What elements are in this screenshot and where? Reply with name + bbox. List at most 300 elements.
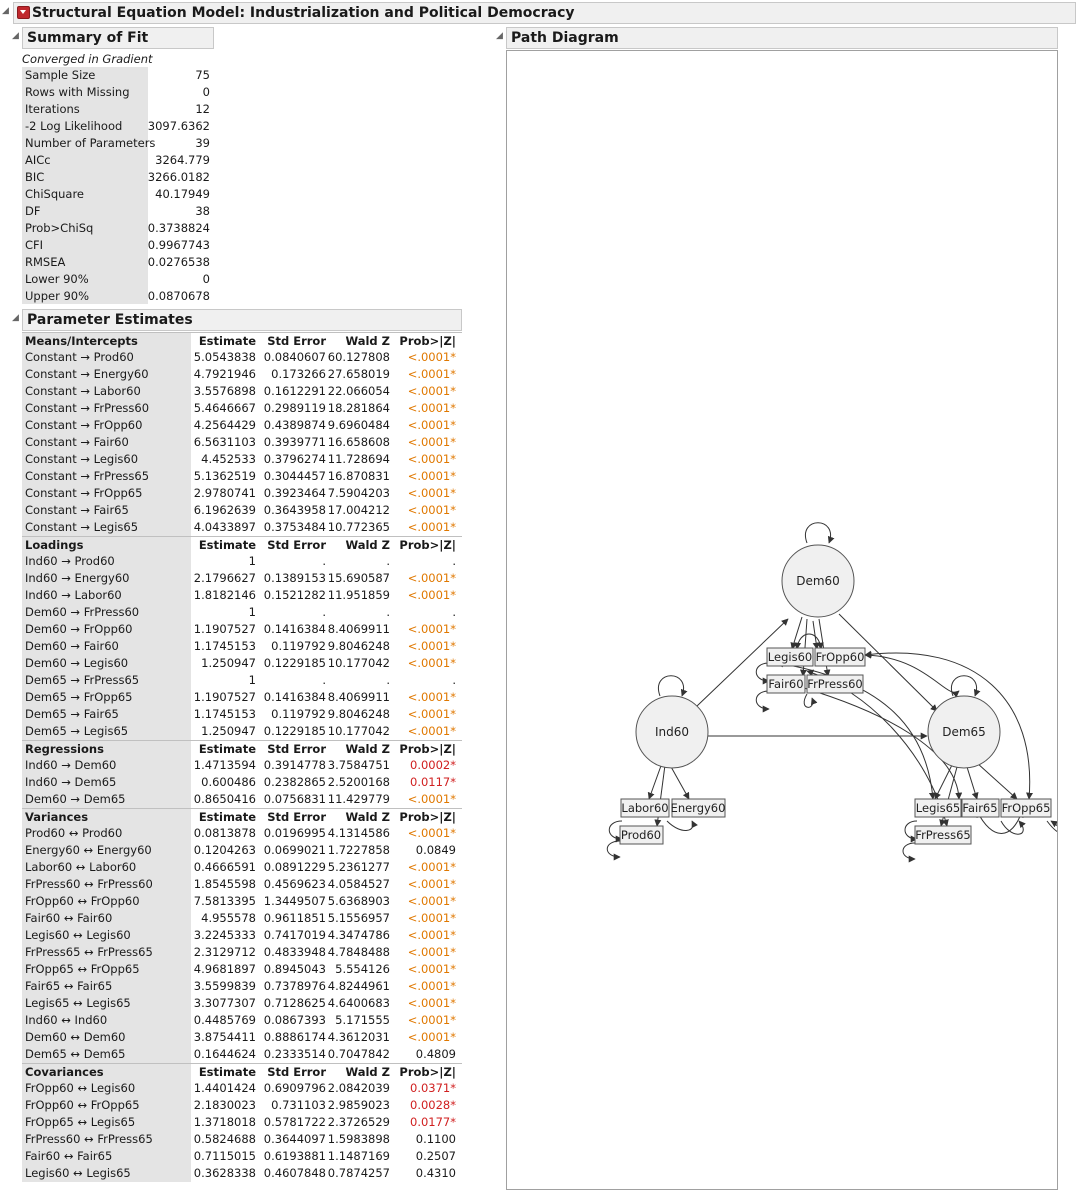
- estimate-cell: 16.658608: [327, 435, 390, 449]
- estimate-cell: 0.1229185: [263, 724, 326, 738]
- parameter-name: FrOpp60 ↔ FrOpp60: [25, 894, 140, 908]
- estimate-cell: <.0001*: [407, 571, 456, 585]
- column-header[interactable]: Estimate: [198, 1065, 256, 1079]
- column-header[interactable]: Std Error: [267, 810, 326, 824]
- estimate-cell: 0.0196995: [263, 826, 326, 840]
- fit-value: 3097.6362: [147, 119, 210, 133]
- fit-label: Upper 90%: [25, 289, 90, 303]
- estimate-cell: <.0001*: [407, 1013, 456, 1027]
- estimate-cell: 5.6368903: [327, 894, 390, 908]
- parameter-name: Dem65 → FrOpp65: [25, 690, 133, 704]
- estimate-row: [22, 1114, 462, 1131]
- estimate-cell: 9.8046248: [327, 707, 390, 721]
- estimate-cell: 0.7047842: [327, 1047, 390, 1061]
- estimate-cell: 10.772365: [327, 520, 390, 534]
- estimate-cell: 7.5813395: [193, 894, 256, 908]
- estimate-row: [22, 1165, 462, 1182]
- collapse-triangle-icon[interactable]: ◢: [2, 6, 9, 16]
- estimate-cell: 0.0813878: [193, 826, 256, 840]
- estimate-cell: <.0001*: [407, 877, 456, 891]
- fit-label: Prob>ChiSq: [25, 221, 94, 235]
- fit-row: [22, 203, 212, 220]
- fit-label: AICc: [25, 153, 51, 167]
- manifest-node-frpress65[interactable]: [915, 826, 971, 844]
- manifest-node-labor60[interactable]: [621, 799, 669, 817]
- parameter-name: Fair60 ↔ Fair65: [25, 1149, 113, 1163]
- parameter-name: FrOpp60 ↔ FrOpp65: [25, 1098, 140, 1112]
- estimate-cell: 1.1745153: [193, 639, 256, 653]
- fit-value: 0.9967743: [147, 238, 210, 252]
- estimate-cell: 0.6909796: [263, 1081, 326, 1095]
- parameter-name: FrPress65 ↔ FrPress65: [25, 945, 153, 959]
- estimate-cell: <.0001*: [407, 622, 456, 636]
- estimate-cell: 8.4069911: [327, 690, 390, 704]
- fit-row: [22, 101, 212, 118]
- estimate-cell: 0.0756831: [263, 792, 326, 806]
- estimate-cell: 0.4389874: [263, 418, 326, 432]
- estimate-cell: 2.0842039: [327, 1081, 390, 1095]
- parameter-name: Constant → FrPress60: [25, 401, 150, 415]
- section-name: Means/Intercepts: [25, 334, 138, 348]
- estimate-cell: 0.7417019: [263, 928, 326, 942]
- estimate-cell: 1.8182146: [193, 588, 256, 602]
- estimate-cell: 0.0699021: [263, 843, 326, 857]
- path-diagram-svg: [507, 51, 1057, 1189]
- estimate-cell: 2.1796627: [193, 571, 256, 585]
- estimate-cell: 5.1362519: [193, 469, 256, 483]
- parameter-name: FrOpp65 ↔ Legis65: [25, 1115, 136, 1129]
- estimate-cell: 0.119792: [271, 639, 326, 653]
- column-header[interactable]: Wald Z: [345, 1065, 390, 1079]
- estimate-row: [22, 944, 462, 961]
- estimate-cell: 6.5631103: [193, 435, 256, 449]
- fit-row: [22, 186, 212, 203]
- report-title: Structural Equation Model: Industrialization and Political Democracy: [32, 5, 575, 21]
- fit-value: 3264.779: [155, 153, 210, 167]
- manifest-node-prod60[interactable]: [620, 826, 663, 844]
- parameter-name: Ind60 ↔ Ind60: [25, 1013, 108, 1027]
- estimate-cell: 0.8945043: [263, 962, 326, 976]
- latent-label: Dem60: [796, 574, 840, 588]
- estimate-cell: 0.1389153: [263, 571, 326, 585]
- fit-row: [22, 152, 212, 169]
- column-header[interactable]: Estimate: [198, 810, 256, 824]
- latent-label: Ind60: [654, 725, 690, 739]
- estimate-cell: 9.8046248: [327, 639, 390, 653]
- estimate-row: [22, 621, 462, 638]
- estimate-cell: <.0001*: [407, 724, 456, 738]
- latent-node-dem60[interactable]: [782, 545, 854, 617]
- summary-of-fit-header[interactable]: [22, 27, 214, 49]
- fit-value: 39: [195, 136, 210, 150]
- estimate-cell: 0.600486: [201, 775, 256, 789]
- estimate-cell: 2.9859023: [327, 1098, 390, 1112]
- estimate-cell: 0.731103: [271, 1098, 326, 1112]
- estimate-cell: 4.7921946: [193, 367, 256, 381]
- convergence-status: Converged in Gradient: [22, 52, 153, 66]
- svg-text:Fair65: Fair65: [962, 801, 998, 815]
- estimate-row: [22, 434, 462, 451]
- estimate-cell: 5.554126: [335, 962, 390, 976]
- parameter-name: FrPress60 ↔ FrPress60: [25, 877, 153, 891]
- column-header[interactable]: Prob>|Z|: [399, 538, 456, 552]
- parameter-name: Fair65 ↔ Fair65: [25, 979, 113, 993]
- estimate-cell: <.0001*: [407, 350, 456, 364]
- estimate-cell: 0.7378976: [263, 979, 326, 993]
- estimate-row: [22, 791, 462, 808]
- estimate-cell: 11.429779: [327, 792, 390, 806]
- estimate-row: [22, 672, 462, 689]
- parameter-name: Constant → FrPress65: [25, 469, 150, 483]
- estimate-cell: 0.7128625: [263, 996, 326, 1010]
- estimate-cell: 60.127808: [327, 350, 390, 364]
- estimate-cell: 5.1556957: [327, 911, 390, 925]
- estimate-cell: 0.1521282: [263, 588, 326, 602]
- fit-value: 12: [195, 102, 210, 116]
- fit-row: [22, 135, 212, 152]
- parameter-name: Labor60 ↔ Labor60: [25, 860, 137, 874]
- estimate-row: [22, 1148, 462, 1165]
- estimate-cell: 3.8754411: [193, 1030, 256, 1044]
- parameter-name: Constant → Energy60: [25, 367, 149, 381]
- manifest-node-legis60[interactable]: [767, 648, 813, 666]
- estimate-cell: <.0001*: [407, 435, 456, 449]
- estimate-cell: 4.3474786: [327, 928, 390, 942]
- manifest-node-frpress60[interactable]: [807, 675, 863, 693]
- estimate-row: [22, 995, 462, 1012]
- estimate-cell: 16.870831: [327, 469, 390, 483]
- estimate-cell: 0.119792: [271, 707, 326, 721]
- latent-node-dem65[interactable]: [928, 696, 1000, 768]
- estimate-cell: 0.3753484: [263, 520, 326, 534]
- estimate-row: [22, 519, 462, 536]
- estimate-row: [22, 910, 462, 927]
- column-header[interactable]: Wald Z: [345, 538, 390, 552]
- estimate-cell: 1.250947: [201, 724, 256, 738]
- parameter-name: Dem65 ↔ Dem65: [25, 1047, 126, 1061]
- path-diagram-header[interactable]: [506, 27, 1058, 49]
- manifest-node-fropp65[interactable]: [1001, 799, 1051, 817]
- estimate-cell: 11.728694: [327, 452, 390, 466]
- fit-label: BIC: [25, 170, 45, 184]
- estimate-cell: 1: [248, 554, 256, 568]
- estimate-cell: 1.1745153: [193, 707, 256, 721]
- estimate-cell: .: [322, 605, 326, 619]
- estimate-cell: <.0001*: [407, 707, 456, 721]
- estimate-cell: 0.4310: [415, 1166, 456, 1180]
- column-header[interactable]: Wald Z: [345, 742, 390, 756]
- estimate-cell: 0.8650416: [193, 792, 256, 806]
- estimate-row: [22, 1012, 462, 1029]
- fit-row: [22, 254, 212, 271]
- estimate-cell: .: [386, 605, 390, 619]
- manifest-node-fair65[interactable]: [962, 799, 999, 817]
- estimate-cell: 0.7115015: [193, 1149, 256, 1163]
- estimate-cell: 3.2245333: [193, 928, 256, 942]
- parameter-name: Constant → Labor60: [25, 384, 141, 398]
- column-header[interactable]: Estimate: [198, 538, 256, 552]
- estimate-cell: 0.7874257: [327, 1166, 390, 1180]
- estimate-row: [22, 570, 462, 587]
- parameter-name: Constant → Fair60: [25, 435, 129, 449]
- estimate-cell: 0.3643958: [263, 503, 326, 517]
- section-name: Covariances: [25, 1065, 104, 1079]
- column-header[interactable]: Std Error: [267, 538, 326, 552]
- column-header[interactable]: Prob>|Z|: [399, 810, 456, 824]
- estimate-row: [22, 927, 462, 944]
- svg-text:Fair60: Fair60: [768, 677, 804, 691]
- parameter-name: Dem65 → Legis65: [25, 724, 129, 738]
- fit-label: -2 Log Likelihood: [25, 119, 123, 133]
- estimate-cell: 0.3628338: [193, 1166, 256, 1180]
- estimate-row: [22, 1029, 462, 1046]
- estimate-row: [22, 706, 462, 723]
- estimate-cell: 5.4646667: [193, 401, 256, 415]
- parameter-name: Ind60 → Dem65: [25, 775, 117, 789]
- estimate-cell: 1.250947: [201, 656, 256, 670]
- column-header[interactable]: Std Error: [267, 1065, 326, 1079]
- estimate-cell: 0.0891229: [263, 860, 326, 874]
- column-header[interactable]: Prob>|Z|: [399, 334, 456, 348]
- parameter-name: Dem60 → Dem65: [25, 792, 126, 806]
- manifest-node-fair60[interactable]: [767, 675, 805, 693]
- estimate-cell: <.0001*: [407, 452, 456, 466]
- parameter-name: Ind60 → Prod60: [25, 554, 115, 568]
- estimate-cell: 0.3914778: [263, 758, 326, 772]
- svg-text:Legis65: Legis65: [915, 801, 961, 815]
- estimate-cell: 15.690587: [327, 571, 390, 585]
- parameter-name: Fair60 ↔ Fair60: [25, 911, 113, 925]
- parameter-name: Dem60 ↔ Dem60: [25, 1030, 126, 1044]
- estimate-cell: 3.5576898: [193, 384, 256, 398]
- fit-label: Number of Parameters: [25, 136, 156, 150]
- parameter-name: Constant → FrOpp65: [25, 486, 143, 500]
- estimate-row: [22, 638, 462, 655]
- estimate-cell: 0.1229185: [263, 656, 326, 670]
- estimate-cell: 4.1314586: [327, 826, 390, 840]
- estimate-cell: 0.1416384: [263, 622, 326, 636]
- section-name: Variances: [25, 810, 89, 824]
- column-header[interactable]: Wald Z: [345, 810, 390, 824]
- section-name: Loadings: [25, 538, 84, 552]
- svg-text:Labor60: Labor60: [621, 801, 669, 815]
- estimate-cell: 6.1962639: [193, 503, 256, 517]
- parameter-estimates-header[interactable]: [22, 309, 462, 331]
- estimate-cell: 0.173266: [271, 367, 326, 381]
- parameter-name: Constant → Prod60: [25, 350, 134, 364]
- fit-value: 0.3738824: [147, 221, 210, 235]
- estimate-cell: 0.1204263: [193, 843, 256, 857]
- estimate-row: [22, 1080, 462, 1097]
- manifest-node-legis65[interactable]: [915, 799, 961, 817]
- svg-text:Legis60: Legis60: [767, 650, 813, 664]
- estimate-cell: 0.9611851: [263, 911, 326, 925]
- column-header[interactable]: Wald Z: [345, 334, 390, 348]
- column-header[interactable]: Estimate: [198, 334, 256, 348]
- parameter-name: FrPress60 ↔ FrPress65: [25, 1132, 153, 1146]
- estimate-cell: 4.9681897: [193, 962, 256, 976]
- estimate-cell: 1.1487169: [327, 1149, 390, 1163]
- fit-label: CFI: [25, 238, 44, 252]
- fit-label: DF: [25, 204, 41, 218]
- estimate-cell: 0.4666591: [193, 860, 256, 874]
- fit-label: Sample Size: [25, 68, 96, 82]
- estimate-cell: .: [322, 673, 326, 687]
- estimate-cell: 0.5781722: [263, 1115, 326, 1129]
- estimate-row: [22, 757, 462, 774]
- column-header[interactable]: Std Error: [267, 742, 326, 756]
- estimate-cell: <.0001*: [407, 690, 456, 704]
- column-header[interactable]: Prob>|Z|: [399, 1065, 456, 1079]
- fit-label: Lower 90%: [25, 272, 89, 286]
- estimate-row: [22, 825, 462, 842]
- estimate-cell: 1: [248, 673, 256, 687]
- estimate-cell: 1.3449507: [263, 894, 326, 908]
- estimate-row: [22, 587, 462, 604]
- estimate-cell: <.0001*: [407, 486, 456, 500]
- column-header[interactable]: Std Error: [267, 334, 326, 348]
- estimate-cell: 0.8886174: [263, 1030, 326, 1044]
- svg-text:FrOpp65: FrOpp65: [1001, 801, 1051, 815]
- estimate-cell: 3.5599839: [193, 979, 256, 993]
- collapse-triangle-icon[interactable]: ◢: [12, 31, 19, 41]
- estimate-cell: <.0001*: [407, 401, 456, 415]
- estimate-cell: 0.3796274: [263, 452, 326, 466]
- estimate-cell: 0.0840607: [263, 350, 326, 364]
- estimate-cell: 22.066054: [327, 384, 390, 398]
- section-header-row: [22, 740, 462, 758]
- estimate-cell: <.0001*: [407, 826, 456, 840]
- estimate-cell: 0.0867393: [263, 1013, 326, 1027]
- estimate-cell: 0.3644097: [263, 1132, 326, 1146]
- estimate-cell: 0.0177*: [410, 1115, 456, 1129]
- estimate-row: [22, 417, 462, 434]
- estimate-cell: 2.1830023: [193, 1098, 256, 1112]
- estimate-row: [22, 774, 462, 791]
- estimate-cell: 2.3726529: [327, 1115, 390, 1129]
- estimate-cell: 0.1416384: [263, 690, 326, 704]
- section-name: Regressions: [25, 742, 104, 756]
- estimate-row: [22, 349, 462, 366]
- section-header-row: [22, 1063, 462, 1081]
- section-header-row: [22, 332, 462, 350]
- estimate-cell: 4.6400683: [327, 996, 390, 1010]
- estimate-cell: 4.3612031: [327, 1030, 390, 1044]
- estimate-cell: 0.4833948: [263, 945, 326, 959]
- estimate-cell: 8.4069911: [327, 622, 390, 636]
- fit-row: [22, 288, 212, 305]
- collapse-triangle-icon[interactable]: ◢: [496, 31, 503, 41]
- latent-label: Dem65: [942, 725, 986, 739]
- parameter-name: Constant → Fair65: [25, 503, 129, 517]
- estimate-cell: 9.6960484: [327, 418, 390, 432]
- estimate-cell: <.0001*: [407, 996, 456, 1010]
- estimate-cell: 10.177042: [327, 656, 390, 670]
- parameter-name: Prod60 ↔ Prod60: [25, 826, 123, 840]
- estimate-row: [22, 893, 462, 910]
- parameter-name: FrOpp65 ↔ FrOpp65: [25, 962, 140, 976]
- estimate-cell: <.0001*: [407, 656, 456, 670]
- parameter-name: Legis60 ↔ Legis65: [25, 1166, 131, 1180]
- manifest-node-fropp60[interactable]: [815, 648, 865, 666]
- estimate-cell: 3.3077307: [193, 996, 256, 1010]
- column-header[interactable]: Estimate: [198, 742, 256, 756]
- estimate-row: [22, 485, 462, 502]
- latent-node-ind60[interactable]: [636, 696, 708, 768]
- fit-value: 3266.0182: [147, 170, 210, 184]
- fit-row: [22, 271, 212, 288]
- estimate-cell: <.0001*: [407, 503, 456, 517]
- collapse-triangle-icon[interactable]: ◢: [12, 313, 19, 323]
- estimate-cell: 0.5824688: [193, 1132, 256, 1146]
- estimate-row: [22, 604, 462, 621]
- estimate-cell: 4.0433897: [193, 520, 256, 534]
- estimate-row: [22, 876, 462, 893]
- estimate-cell: 4.7848488: [327, 945, 390, 959]
- svg-text:Prod60: Prod60: [620, 828, 662, 842]
- column-header[interactable]: Prob>|Z|: [399, 742, 456, 756]
- fit-label: Rows with Missing: [25, 85, 130, 99]
- estimate-row: [22, 383, 462, 400]
- fit-label: ChiSquare: [25, 187, 84, 201]
- parameter-name: Constant → FrOpp60: [25, 418, 143, 432]
- estimate-cell: 0.0002*: [410, 758, 456, 772]
- parameter-name: Legis65 ↔ Legis65: [25, 996, 131, 1010]
- section-header-row: [22, 536, 462, 554]
- estimate-cell: <.0001*: [407, 911, 456, 925]
- fit-label: Iterations: [25, 102, 80, 116]
- estimate-row: [22, 1131, 462, 1148]
- summary-of-fit-title: Summary of Fit: [27, 30, 149, 46]
- estimate-cell: 1.4401424: [193, 1081, 256, 1095]
- section-header-row: [22, 808, 462, 826]
- svg-text:FrOpp60: FrOpp60: [815, 650, 865, 664]
- estimate-cell: <.0001*: [407, 384, 456, 398]
- estimate-cell: 0.2507: [415, 1149, 456, 1163]
- estimate-cell: 5.171555: [335, 1013, 390, 1027]
- red-triangle-menu-icon[interactable]: [17, 6, 30, 19]
- parameter-name: FrOpp60 ↔ Legis60: [25, 1081, 136, 1095]
- estimate-cell: 0.0371*: [410, 1081, 456, 1095]
- estimate-cell: <.0001*: [407, 945, 456, 959]
- estimate-cell: 0.6193881: [263, 1149, 326, 1163]
- estimate-cell: 0.4607848: [263, 1166, 326, 1180]
- estimate-cell: 10.177042: [327, 724, 390, 738]
- estimate-cell: 11.951859: [327, 588, 390, 602]
- estimate-cell: 5.2361277: [327, 860, 390, 874]
- estimate-cell: <.0001*: [407, 469, 456, 483]
- estimate-cell: <.0001*: [407, 367, 456, 381]
- estimate-row: [22, 961, 462, 978]
- estimate-row: [22, 502, 462, 519]
- estimate-row: [22, 723, 462, 740]
- estimate-cell: <.0001*: [407, 979, 456, 993]
- estimate-cell: 5.0543838: [193, 350, 256, 364]
- manifest-node-energy60[interactable]: [671, 799, 726, 817]
- fit-row: [22, 169, 212, 186]
- estimate-cell: 2.5200168: [327, 775, 390, 789]
- estimate-cell: <.0001*: [407, 588, 456, 602]
- estimate-cell: <.0001*: [407, 860, 456, 874]
- estimate-cell: .: [386, 673, 390, 687]
- svg-text:FrPress65: FrPress65: [915, 828, 971, 842]
- estimate-cell: 0.4485769: [193, 1013, 256, 1027]
- path-diagram-canvas[interactable]: [506, 50, 1058, 1190]
- fit-row: [22, 67, 212, 84]
- parameter-name: Constant → Legis65: [25, 520, 139, 534]
- estimate-cell: 0.2333514: [263, 1047, 326, 1061]
- fit-value: 75: [195, 68, 210, 82]
